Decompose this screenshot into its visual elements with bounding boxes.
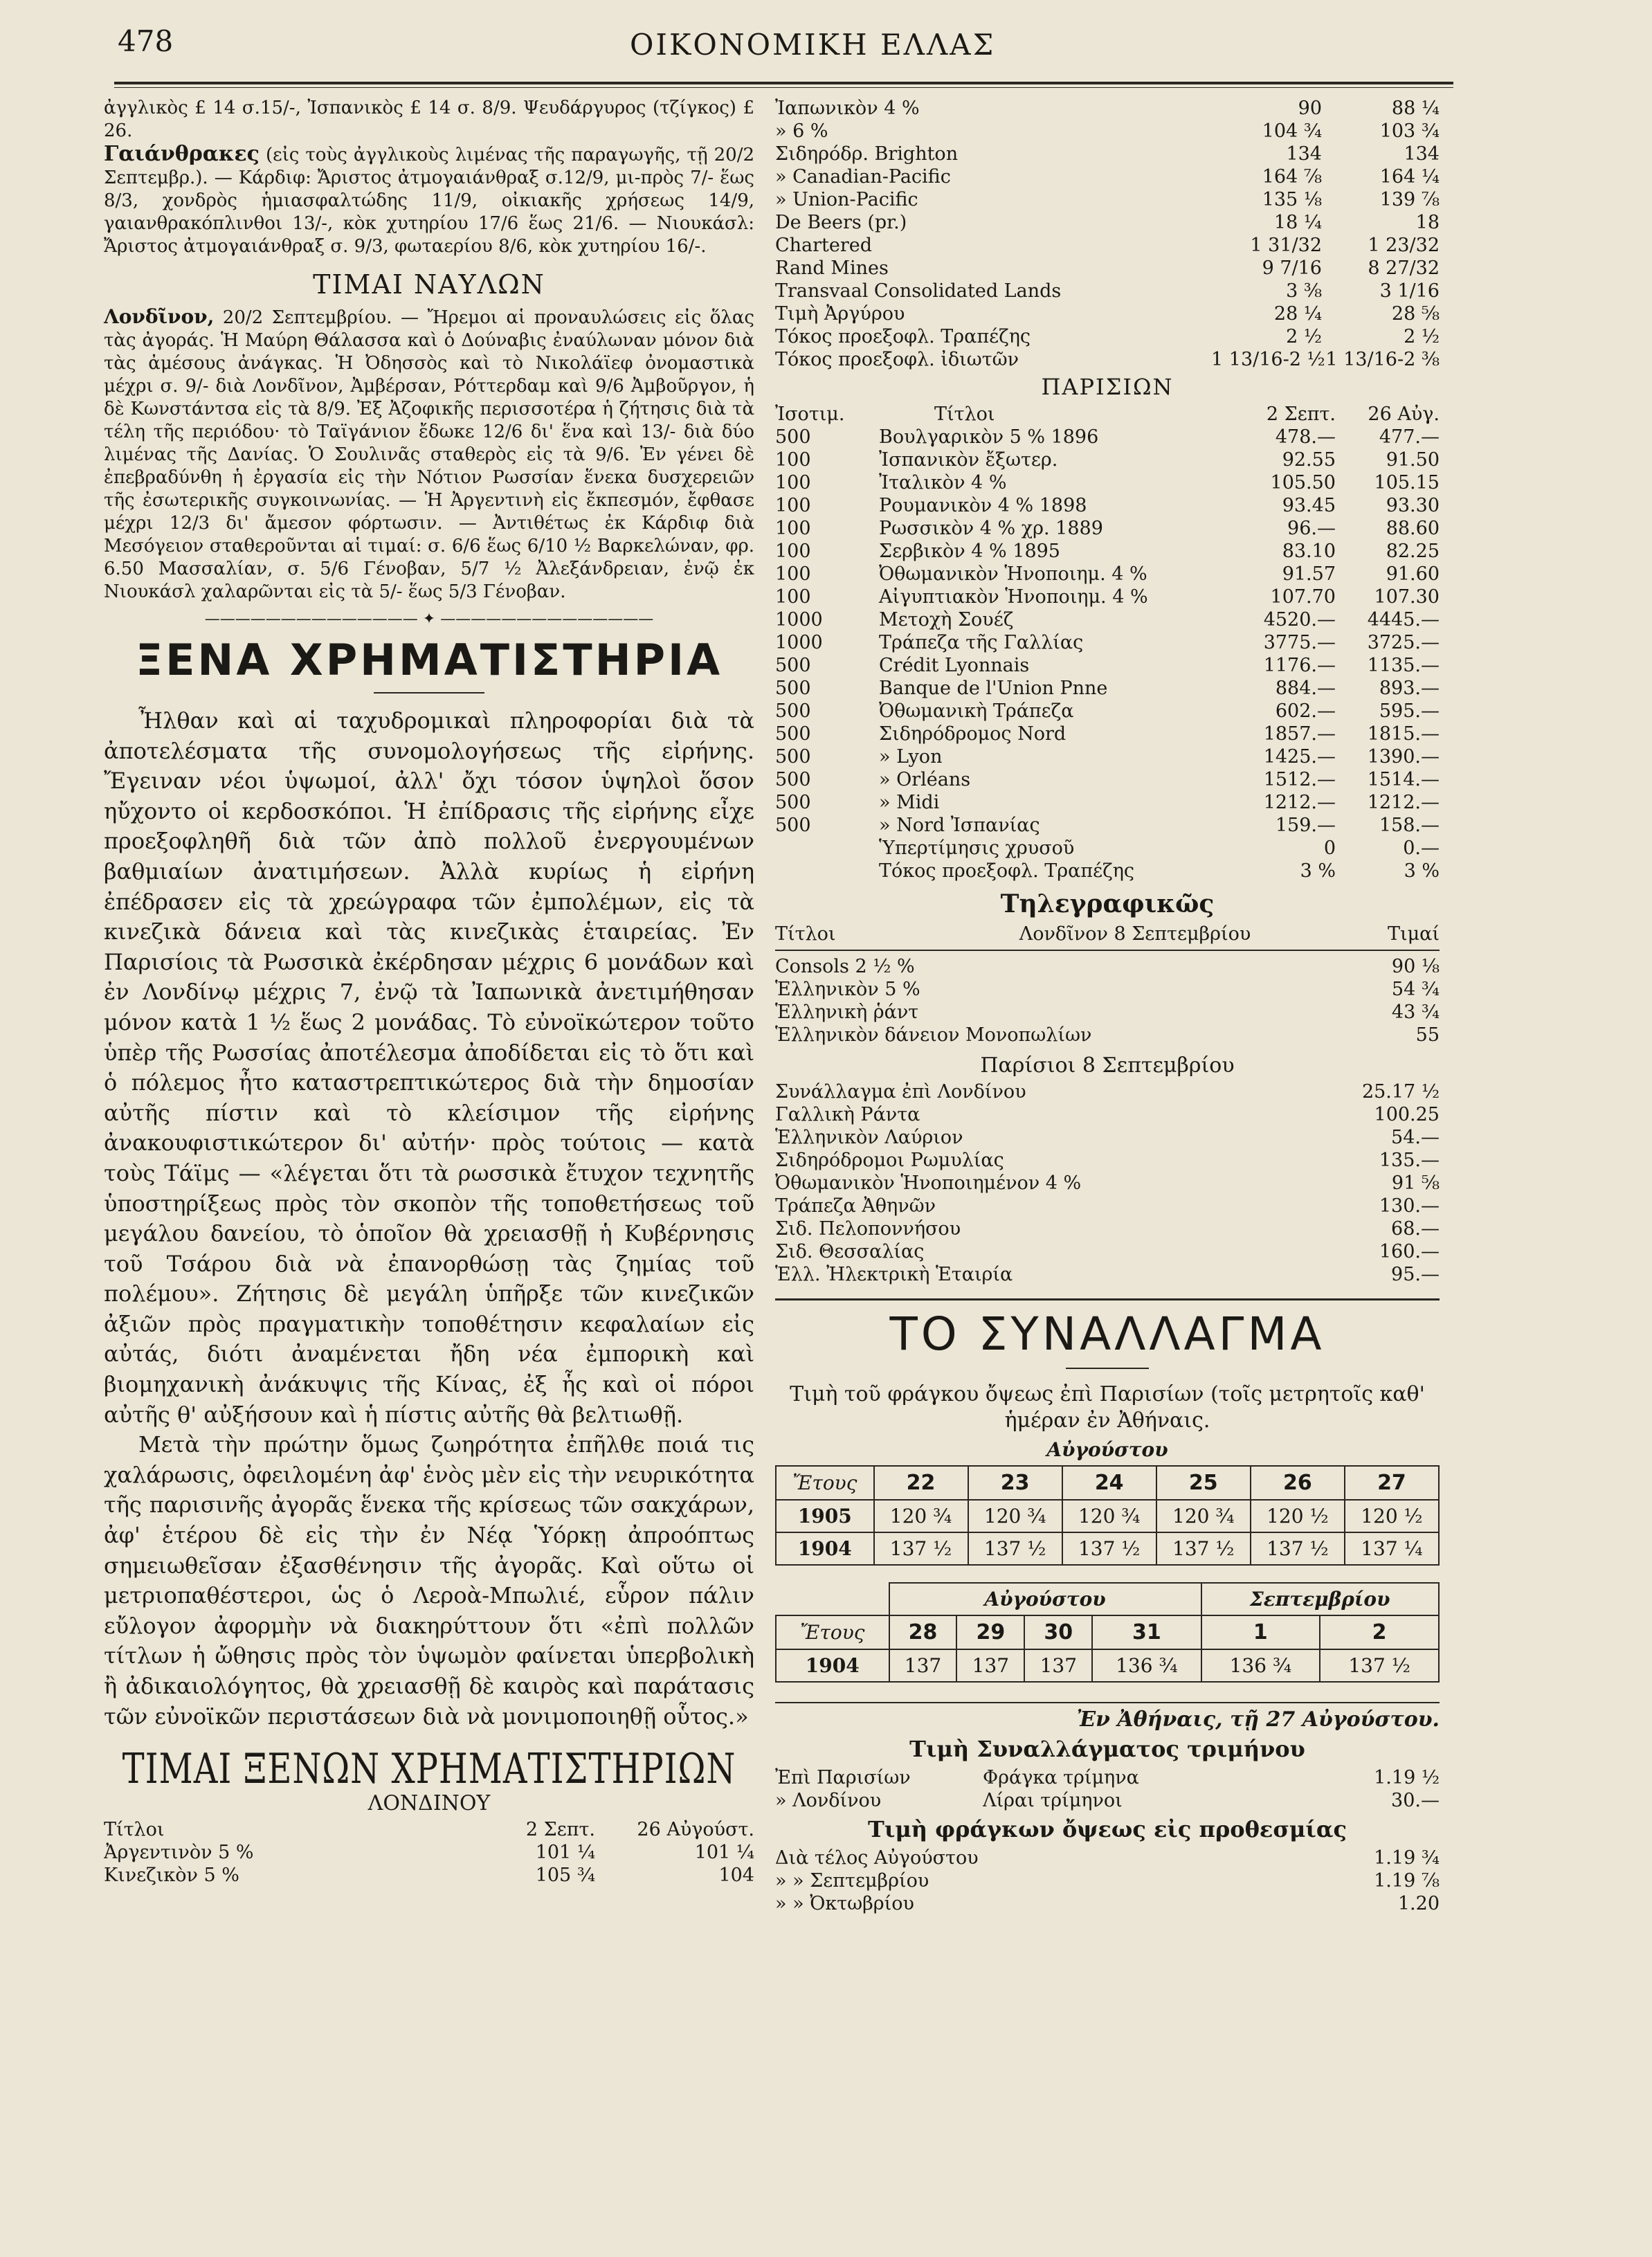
term-rate: 1.19 ⅞ (1374, 1870, 1440, 1892)
price-previous: 3 % (1404, 860, 1440, 882)
table-row (775, 494, 1440, 517)
table-row (775, 1126, 1440, 1149)
security-name: Σιδ. Θεσσαλίας (775, 1241, 925, 1262)
exchange-table-1: Ἔτους 22 23 24 25 26 27 1905 120 ¾ 120 ¾ 120 ¾ 120 ¾ 120 ½ 120 ½ 1904 137 ½ 137 ½ 137 ½ 137 ½ 137 ½ 137 ¼ (775, 1465, 1440, 1566)
security-name: Τόκος προεξοφλ. ἰδιωτῶν (775, 349, 1019, 370)
security-name: Αἰγυπτιακὸν Ἡνοποιημ. 4 % (879, 586, 1148, 608)
security-name: » Midi (879, 792, 940, 813)
security-name: Ρουμανικὸν 4 % 1898 (879, 495, 1087, 516)
par-value: 500 (775, 678, 811, 699)
rate-cell: 120 ¾ (874, 1500, 968, 1532)
security-name: Banque de l'Union Pnne (879, 678, 1108, 699)
coal-text: (εἰς τοὺς ἀγγλικοὺς λιμένας τῆς παραγωγῆς, τῇ 20/2 Σεπτεμβρ.). — Κάρδιφ: Ἄριστος ἀτμογαιάνθραξ σ.12/9, μι-πρὸς 7/- ἕως 8/3, χονδρὸς ἡμιασφαλτώδης 11/9, οἰκιακῆς χρήσεως 14/9, γαιανθρακόπλινθοι 13/-, κὸκ χυτηρίου 17/6 ἕως 21/6. — Νιουκάσλ: Ἄριστος ἀτμογαιάνθραξ σ. 9/3, φωταερίου 8/6, κὸκ χυτηρίου 16/-. (104, 145, 755, 257)
table-row (775, 654, 1440, 677)
table-row (775, 471, 1440, 494)
foreign-paragraph-1: Ἦλθαν καὶ αἱ ταχυδρομικαὶ πληροφορίαι διὰ τὰ ἀποτελέσματα τῆς συνομολογήσεως τῆς εἰρήνης. Ἔγειναν νέοι ὑψωμοί, ἀλλ' ὄχι τόσον ὑψηλοὶ ὅσον ηὔχοντο οἱ κερδοσκόποι. Ἡ ἐπίδρασις τῆς εἰρήνης εἶχε προεξοφληθῆ διὰ τῶν ἀπὸ πολλοῦ ἐνεργουμένων βαθμιαίων ἀνατιμήσεων. Ἀλλὰ κυρίως ἡ εἰρήνη ἐπέδρασεν εἰς τὰ χρεώγραφα τῶν ἐμπολέμων, εἰς τὰ κινεζικὰ δάνεια καὶ τὰς κινεζικὰς ἑταιρείας. Ἐν Παρισίοις τὰ Ρωσσικὰ ἐκέρδησαν μέχρις 6 μονάδων καὶ ἐν Λονδίνῳ μέχρις 7, ἐνῷ τὰ Ἰαπωνικὰ ἀνετιμήθησαν μόνον κατὰ 1 ½ ἕως 2 μονάδας. Τὸ εὐνοϊκώτερον τοῦτο ὑπὲρ τῆς Ρωσσίας ἀποτέλεσμα ἀποδίδεται εἰς τὸ ὅτι καὶ ὁ πόλεμος ἦτο καταστρεπτικώτερος διὰ τὴν δημοσίαν αὐτῆς πίστιν καὶ τὸ κλείσιμον τῆς εἰρήνης ἀνακουφιστικώτερον δι' αὐτήν· πρὸς τούτοις — κατὰ τοὺς Τάϊμς — «λέγεται ὅτι τὰ ρωσσικὰ ἔτυχον τεχνητῆς ὑποστηρίξεως πρὸς τὸν σκοπὸν τῆς τοποθετήσεως τοῦ μεγάλου δανείου, τὸ ὁποῖον θὰ χρειασθῇ ἡ Κυβέρνησις τοῦ Τσάρου διὰ νὰ ἐπανορθώσῃ τὰς ζημίας τοῦ πολέμου». Ζήτησις δὲ μεγάλη ὑπῆρξε τῶν κινεζικῶν ἀξιῶν πρὸς πραγματικὴν τοποθέτησιν κεφαλαίων εἰς αὐτάς, διότι ἀναμένεται ἤδη νέα ἐμπορικὴ καὶ βιομηχανικὴ ἀνάκυψις τῆς Κίνας, ἐξ ἧς καὶ οἱ πόροι αὐτῆς θ' αὐξήσουν καὶ ἡ πίστις αὐτῆς θὰ βελτιωθῇ. (104, 707, 754, 1428)
par-value: 500 (775, 723, 811, 745)
telegraph-title: Τηλεγραφικῶς (1000, 889, 1215, 918)
exchange-place: Ἐπὶ Παρισίων (775, 1767, 911, 1788)
price-previous: 3725.— (1367, 632, 1440, 653)
security-name: Crédit Lyonnais (879, 655, 1030, 676)
table-row (775, 631, 1440, 654)
price-previous: 0.— (1403, 837, 1440, 859)
rate-cell: 120 ¾ (1156, 1500, 1251, 1532)
security-name: Ἑλληνικὸν Λαύριον (775, 1127, 963, 1148)
price: 130.— (1379, 1195, 1440, 1217)
security-name: Τράπεζα τῆς Γαλλίας (879, 632, 1084, 653)
par-value: 500 (775, 792, 811, 813)
table-row (775, 1001, 1440, 1024)
security-name: Ἰαπωνικὸν 4 % (775, 98, 920, 119)
security-name: Transvaal Consolidated Lands (775, 280, 1062, 302)
table-row (775, 302, 1440, 325)
table-row (775, 1149, 1440, 1172)
security-name: Τράπεζα Ἀθηνῶν (775, 1195, 936, 1217)
price-current: 159.— (1275, 815, 1336, 836)
running-title: ΟΙΚΟΝΟΜΙΚΗ ΕΛΛΑΣ (630, 28, 996, 62)
security-name: Ὀθωμανικὴ Τράπεζα (879, 700, 1074, 722)
price-previous: 28 ⅝ (1391, 303, 1440, 325)
london-rows-right (775, 97, 1440, 371)
table-row (775, 768, 1440, 791)
price-current: 90 (1298, 98, 1322, 119)
price: 54 ¾ (1391, 979, 1440, 1000)
metals-intro: ἀγγλικὸς £ 14 σ.15/-, Ἰσπανικὸς £ 14 σ. 8/9. Ψευδάργυρος (τζίγκος) £ 26. (104, 98, 754, 141)
price-current: 9 7/16 (1262, 257, 1322, 279)
table-row (775, 211, 1440, 234)
price-previous: 893.— (1379, 678, 1440, 699)
price-previous: 93.30 (1386, 495, 1440, 516)
table-row (775, 120, 1440, 143)
rate-cell: 120 ½ (1251, 1500, 1345, 1532)
table-row (775, 448, 1440, 471)
security-name: Ὑπερτίμησις χρυσοῦ (879, 837, 1075, 859)
price-current: 4520.— (1263, 609, 1336, 631)
table-row (775, 348, 1440, 371)
price: 91 ⅝ (1391, 1172, 1440, 1194)
rate-cell: 120 ¾ (1062, 1500, 1156, 1532)
security-name: » Nord Ἰσπανίας (879, 815, 1040, 836)
price-previous: 139 ⅞ (1379, 189, 1440, 210)
page-header (118, 21, 1453, 62)
table-row (775, 1240, 1440, 1263)
exchange-rate: 1.19 ½ (1374, 1767, 1440, 1788)
price-previous: 1514.— (1367, 769, 1440, 790)
table-row (775, 1103, 1440, 1126)
price-previous: 4445.— (1367, 609, 1440, 631)
athens-rule (775, 1702, 1440, 1703)
par-value: 500 (775, 746, 811, 768)
par-value: 100 (775, 472, 811, 493)
table-row (775, 837, 1440, 860)
security-name: Rand Mines (775, 257, 889, 279)
price: 135.— (1379, 1150, 1440, 1171)
table-row (775, 97, 1440, 120)
table-row (775, 1172, 1440, 1195)
day-header: 26 (1251, 1466, 1345, 1500)
price-previous: 82.25 (1386, 541, 1440, 562)
exchange-caption: Τιμὴ τοῦ φράγκου ὄψεως ἐπὶ Παρισίων (τοῖς μετρητοῖς καθ' ἡμέραν ἐν Ἀθήναις. (790, 1382, 1425, 1433)
telegraph-paris-head: Παρίσιοι 8 Σεπτεμβρίου (980, 1053, 1235, 1078)
table-row (775, 814, 1440, 837)
rate-cell: 137 ½ (1062, 1532, 1156, 1565)
security-name: Chartered (775, 235, 873, 256)
table-row (775, 540, 1440, 563)
day-header: 23 (968, 1466, 1062, 1500)
price-current: 83.10 (1282, 541, 1336, 562)
header-rule-thin (114, 87, 1453, 88)
price-previous: 1 23/32 (1368, 235, 1440, 256)
day-header: 1 (1201, 1615, 1320, 1649)
par-value: 100 (775, 495, 811, 516)
table-row (775, 234, 1440, 257)
table-row (775, 1195, 1440, 1217)
table-row (775, 143, 1440, 165)
day-header: 22 (874, 1466, 968, 1500)
price-current: 884.— (1275, 678, 1336, 699)
foreign-paragraph-2: Μετὰ τὴν πρώτην ὅμως ζωηρότητα ἐπῆλθε ποιά τις χαλάρωσις, ὀφειλομένη ἀφ' ἑνὸς μὲν εἰς τὴν νευρικότητα τῆς παρισινῆς ἀγορᾶς ἕνεκα τῆς κρίσεως τῶν σακχάρων, ἀφ' ἑτέρου δὲ εἰς τὴν ἐν Νέᾳ Ὑόρκῃ ἀπροόπτως σημειωθεῖσαν ἐξασθένησιν τῆς ἀγορᾶς. Καὶ οὕτω οἱ μετριοπαθέστεροι, ὡς ὁ Λεροὰ-Μπωλιέ, εὗρον πάλιν εὔλογον ἀφορμὴν νὰ διακηρύττουν ὅτι «ἐπὶ πολλῶν τίτλων ἡ ὤθησις πρὸς τὸν ὑψωμὸν φαίνεται ὑπερβολικὴ ἢ ἀδικαιολόγητος, θὰ χρειασθῇ δὲ καιρὸς καὶ παράτασις τῶν εὐνοϊκῶν περιστάσεων διὰ νὰ μονιμοποιηθῇ οὗτος.» (104, 1431, 754, 1730)
day-header: 2 (1320, 1615, 1439, 1649)
term-rate: 1.20 (1397, 1893, 1440, 1914)
table-row (775, 860, 1440, 882)
par-value: 100 (775, 449, 811, 471)
london-rows-left (104, 1841, 754, 1887)
price-previous: 164 ¼ (1379, 166, 1440, 188)
par-value: 1000 (775, 632, 823, 653)
price-current: 134 (1286, 143, 1322, 165)
exchange-place: » Λονδίνου (775, 1790, 882, 1811)
price-current: 96.— (1287, 518, 1336, 539)
price: 68.— (1391, 1218, 1440, 1240)
price-current: 1 13/16-2 ½ (1211, 349, 1325, 370)
security-name: Τόκος προεξοφλ. Τραπέζης (775, 326, 1031, 347)
security-name: Ρωσσικὸν 4 % χρ. 1889 (879, 518, 1103, 539)
rate-cell: 120 ½ (1345, 1500, 1439, 1532)
day-header: 25 (1156, 1466, 1251, 1500)
trimester-heading: Τιμὴ Συναλλάγματος τριμήνου (909, 1736, 1305, 1762)
security-name: » Lyon (879, 746, 943, 768)
price-current: 28 ¼ (1273, 303, 1322, 325)
price-current: 1512.— (1263, 769, 1336, 790)
paris-title: ΠΑΡΙΣΙΩΝ (1041, 374, 1174, 400)
par-value: 100 (775, 586, 811, 608)
security-name: » Union-Pacific (775, 189, 918, 210)
security-name: Σιδ. Πελοποννήσου (775, 1218, 961, 1240)
day-header: 30 (1024, 1615, 1092, 1649)
coal-heading: Γαιάνθρακες (104, 142, 260, 166)
term-name: Διὰ τέλος Αὐγούστου (775, 1847, 979, 1869)
price-current: 3 % (1300, 860, 1336, 882)
table-row (776, 1500, 1439, 1532)
day-header: 28 (889, 1615, 957, 1649)
term-heading: Τιμὴ φράγκων ὄψεως εἰς προθεσμίας (868, 1816, 1347, 1842)
price-previous: 1815.— (1367, 723, 1440, 745)
table-row (775, 1263, 1440, 1286)
table-row (775, 1869, 1440, 1892)
rate-cell: 137 ½ (1251, 1532, 1345, 1565)
day-header: 27 (1345, 1466, 1439, 1500)
par-value: 500 (775, 700, 811, 722)
table-row (775, 1766, 1440, 1789)
security-name: » 6 % (775, 120, 828, 142)
left-column (104, 97, 754, 1887)
security-name: Ἑλληνικὸν δάνειον Μονοπωλίων (775, 1024, 1092, 1046)
price-current: 1212.— (1263, 792, 1336, 813)
header-rule (114, 82, 1453, 84)
term-name: » » Ὀκτωβρίου (775, 1893, 914, 1914)
rate-cell: 137 ½ (874, 1532, 968, 1565)
right-column (775, 97, 1440, 1915)
par-value: 500 (775, 426, 811, 448)
price-previous: 2 ½ (1404, 326, 1440, 347)
par-value: 500 (775, 769, 811, 790)
security-name: Σιδηρόδρομοι Ρωμυλίας (775, 1150, 1004, 1171)
telegraph-london-rows (775, 955, 1440, 1046)
price-current: 135 ⅛ (1262, 189, 1322, 210)
price-current: 3775.— (1263, 632, 1336, 653)
rate-cell: 137 (956, 1649, 1024, 1682)
price-previous: 103 ¾ (1379, 120, 1440, 142)
paris-header-row: Ἰσοτιμ. Τίτλοι 2 Σεπτ. 26 Αὐγ. (775, 404, 1440, 425)
price-previous: 8 27/32 (1368, 257, 1440, 279)
month-label-aug: Αὐγούστου (1046, 1438, 1168, 1461)
coal-paragraph (104, 143, 754, 258)
price-current: 1 31/32 (1250, 235, 1322, 256)
price-previous: 88.60 (1386, 518, 1440, 539)
table-row: Ἀργεντινὸν 5 % 101 ¼ 101 ¼ (104, 1842, 754, 1864)
security-name: Γαλλικὴ Ράντα (775, 1104, 920, 1125)
table-row (775, 1847, 1440, 1869)
security-name: » Canadian-Pacific (775, 166, 951, 188)
table-row (775, 791, 1440, 814)
table-row (775, 700, 1440, 723)
price-previous: 3 1/16 (1379, 280, 1440, 302)
foreign-prices-title: ΤΙΜΑΙ ΞΕΝΩΝ ΧΡΗΜΑΤΙΣΤΗΡΙΩΝ (122, 1745, 736, 1794)
security-name: Βουλγαρικὸν 5 % 1896 (879, 426, 1099, 448)
price-previous: 158.— (1379, 815, 1440, 836)
price-current: 2 ½ (1286, 326, 1322, 347)
security-name: Σιδηρόδρ. Brighton (775, 143, 959, 165)
par-value (775, 837, 851, 860)
london-subtitle: ΛΟΝΔΙΝΟΥ (367, 1791, 491, 1816)
rate-cell: 137 ½ (1156, 1532, 1251, 1565)
foreign-exchanges-title: ΞΕΝΑ ΧΡΗΜΑΤΙΣΤΗΡΙΑ (135, 635, 723, 685)
athens-heading: Ἐν Ἀθήναις, τῇ 27 Αὐγούστου. (1076, 1707, 1440, 1732)
term-name: » » Σεπτεμβρίου (775, 1870, 929, 1892)
table-row (775, 325, 1440, 348)
table-row (775, 426, 1440, 448)
table-row (775, 955, 1440, 978)
security-name: Συνάλλαγμα ἐπὶ Λονδίνου (775, 1081, 1026, 1103)
price-previous: 1 13/16-2 ⅜ (1325, 349, 1440, 370)
day-header: 29 (956, 1615, 1024, 1649)
par-value: 100 (775, 541, 811, 562)
price: 95.— (1391, 1264, 1440, 1285)
price: 25.17 ½ (1361, 1081, 1440, 1103)
price-previous: 477.— (1379, 426, 1440, 448)
price-current: 478.— (1275, 426, 1336, 448)
exchange-title: ΤΟ ΣΥΝΑΛΛΑΓΜΑ (889, 1307, 1325, 1361)
price-previous: 107.30 (1374, 586, 1440, 608)
exchange-table-2: Αὐγούστου Σεπτεμβρίου Ἔτους 28 29 30 31 1 2 1904 137 137 137 136 ¾ 136 ¾ 137 ½ (775, 1582, 1440, 1683)
par-value (775, 860, 851, 882)
table-row (775, 517, 1440, 540)
telegraph-rule (775, 950, 1440, 951)
table-row (775, 586, 1440, 608)
price-current: 3 ⅜ (1286, 280, 1322, 302)
price-current: 105.50 (1270, 472, 1336, 493)
exchange-unit: Λίραι τρίμηνοι (983, 1790, 1123, 1811)
price-current: 1425.— (1263, 746, 1336, 768)
security-name: Σερβικὸν 4 % 1895 (879, 541, 1060, 562)
par-value: 100 (775, 518, 811, 539)
rate-cell: 137 ½ (1320, 1649, 1439, 1682)
freight-paragraph (104, 305, 754, 604)
table-row (775, 165, 1440, 188)
table-row (775, 1789, 1440, 1812)
price: 90 ⅛ (1391, 956, 1440, 977)
table-row (775, 1024, 1440, 1046)
security-name: Τιμὴ Ἀργύρου (775, 303, 905, 325)
freight-title: ΤΙΜΑΙ ΝΑΥΛΩΝ (313, 269, 545, 300)
table-row (775, 563, 1440, 586)
price-previous: 18 (1415, 212, 1440, 233)
price-current: 104 ¾ (1262, 120, 1322, 142)
table-row (775, 257, 1440, 280)
price-current: 107.70 (1270, 586, 1336, 608)
rate-cell: 136 ¾ (1092, 1649, 1201, 1682)
trimester-rows (775, 1766, 1440, 1812)
table-row (775, 723, 1440, 745)
exchange-rule (775, 1298, 1440, 1300)
exchange-rate: 30.— (1391, 1790, 1440, 1811)
price-previous: 105.15 (1374, 472, 1440, 493)
table-row (775, 677, 1440, 700)
price-current: 164 ⅞ (1262, 166, 1322, 188)
price-previous: 134 (1404, 143, 1440, 165)
security-name: Μετοχὴ Σουέζ (879, 609, 1014, 631)
price: 43 ¾ (1391, 1001, 1440, 1023)
freight-text: 20/2 Σεπτεμβρίου. — Ἤρεμοι αἱ προναυλώσεις εἰς ὅλας τὰς ἀγοράς. Ἡ Μαύρη Θάλασσα καὶ ὁ Δούναβις ἐναύλωναν μόνον διὰ τὰς ἀμέσους ἀνάγκας. Ἡ Ὀδησσὸς καὶ τὸ Νικολάϊεφ ὀνομαστικὰ μέχρι σ. 9/- διὰ Λονδῖνον, Ἀμβέρσαν, Ρόττερδαμ καὶ 9/6 Ἀμβοῦργον, ἡ δὲ Κωνστάντσα εἰς τὰ 8/9. Ἐξ Ἀζοφικῆς περισσοτέρα ἡ ζήτησις διὰ τὰ τέλη τῆς περιόδου· τὸ Ταϊγάνιον ἔδωκε 12/6 δι' ἕνα καὶ 13/- διὰ δύο λιμένας τῆς Δανίας. Ὁ Σουλινᾶς σταθερὸς εἰς τὰ 9/6. Ἐν γένει δὲ ἐπεβραδύνθη ἡ ἐργασία εἰς τὴν Νότιον Ρωσσίαν ἕνεκα δυσχερειῶν τῆς ἐσωτερικῆς συγκοινωνίας. — Ἡ Ἀργεντινὴ εἰς ἔκπεσμόν, ἔφθασε μέχρι 12/3 δι' ἄμεσον φόρτωσιν. — Ἀντιθέτως ἐκ Κάρδιφ διὰ Μεσόγειον σταθεροῦνται αἱ τιμαί: σ. 6/6 ἕως 6/10 ½ Βαρκελώναν, φρ. 6.50 Μασσαλίαν, σ. 5/6 Γένοβαν, 5/7 ½ Ἀλεξάνδρειαν, ἐνῷ ἐκ Νιουκάσλ χαλαρῶνται εἰς τὰ 5/- ἕως 5/3 Γένοβαν. (104, 307, 754, 602)
paris-rows (775, 426, 1440, 882)
price-previous: 1212.— (1367, 792, 1440, 813)
par-value: 100 (775, 563, 811, 585)
rate-cell: 137 (1024, 1649, 1092, 1682)
price-previous: 88 ¼ (1391, 98, 1440, 119)
security-name: Τόκος προεξοφλ. Τραπέζης (879, 860, 1135, 882)
exchange-underline (1066, 1368, 1149, 1369)
security-name: Ὀθωμανικὸν Ἡνοποιημ. 4 % (879, 563, 1147, 585)
rate-cell: 137 ¼ (1345, 1532, 1439, 1565)
price-previous: 595.— (1379, 700, 1440, 722)
page-number: 478 (118, 24, 174, 58)
exchange-unit: Φράγκα τρίμηνα (983, 1767, 1139, 1788)
rate-cell: 137 (889, 1649, 957, 1682)
table-row (775, 745, 1440, 768)
par-value: 1000 (775, 609, 823, 631)
price: 55 (1415, 1024, 1440, 1046)
day-header: 24 (1062, 1466, 1156, 1500)
price-previous: 91.60 (1386, 563, 1440, 585)
year-cell: 1904 (776, 1649, 889, 1682)
rate-cell: 120 ¾ (968, 1500, 1062, 1532)
security-name: Ἑλλ. Ἠλεκτρικὴ Ἑταιρία (775, 1264, 1013, 1285)
year-cell: 1905 (776, 1500, 874, 1532)
security-name: Ὀθωμανικὸν Ἡνοποιημένον 4 % (775, 1172, 1082, 1194)
day-header: 31 (1092, 1615, 1201, 1649)
par-value: 500 (775, 655, 811, 676)
table-row (775, 1892, 1440, 1915)
security-name: Σιδηρόδρομος Nord (879, 723, 1066, 745)
price-current: 0 (1323, 837, 1336, 859)
price-current: 91.57 (1282, 563, 1336, 585)
price-current: 1857.— (1263, 723, 1336, 745)
london-header-row: Τίτλοι 2 Σεπτ. 26 Αὐγούστ. (104, 1819, 754, 1841)
price: 54.— (1391, 1127, 1440, 1148)
table-row (775, 608, 1440, 631)
year-cell: 1904 (776, 1532, 874, 1565)
table-row (776, 1649, 1439, 1682)
security-name: Ἑλληνικὸν 5 % (775, 979, 920, 1000)
ornament-rule: —————————————— ✦ —————————————— (204, 610, 654, 628)
price: 160.— (1379, 1241, 1440, 1262)
table-row (776, 1532, 1439, 1565)
rate-cell: 137 ½ (968, 1532, 1062, 1565)
price: 100.25 (1374, 1104, 1440, 1125)
par-value: 500 (775, 815, 811, 836)
price-previous: 91.50 (1386, 449, 1440, 471)
term-rate: 1.19 ¾ (1374, 1847, 1440, 1869)
price-current: 602.— (1275, 700, 1336, 722)
title-underline (374, 692, 484, 694)
freight-heading: Λονδῖνον, (104, 305, 215, 328)
price-previous: 1135.— (1367, 655, 1440, 676)
table-row: Κινεζικὸν 5 % 105 ¾ 104 (104, 1865, 754, 1887)
table-row (775, 188, 1440, 211)
telegraph-paris-rows (775, 1080, 1440, 1286)
price-current: 92.55 (1282, 449, 1336, 471)
security-name: Ἰταλικὸν 4 % (879, 472, 1007, 493)
security-name: Consols 2 ½ % (775, 956, 915, 977)
table-row (775, 1080, 1440, 1103)
security-name: Ἑλληνικὴ ῥάντ (775, 1001, 919, 1023)
table-row (775, 978, 1440, 1001)
term-rows (775, 1847, 1440, 1915)
telegraph-header-row: Τίτλοι Λονδῖνον 8 Σεπτεμβρίου Τιμαί (775, 923, 1440, 945)
price-current: 18 ¼ (1273, 212, 1322, 233)
table-row (775, 1217, 1440, 1240)
price-current: 1176.— (1263, 655, 1336, 676)
price-previous: 1390.— (1367, 746, 1440, 768)
rate-cell: 136 ¾ (1201, 1649, 1320, 1682)
security-name: De Beers (pr.) (775, 212, 907, 233)
security-name: » Orléans (879, 769, 971, 790)
price-current: 93.45 (1282, 495, 1336, 516)
table-row (775, 280, 1440, 302)
security-name: Ἰσπανικὸν ἔξωτερ. (879, 449, 1058, 471)
